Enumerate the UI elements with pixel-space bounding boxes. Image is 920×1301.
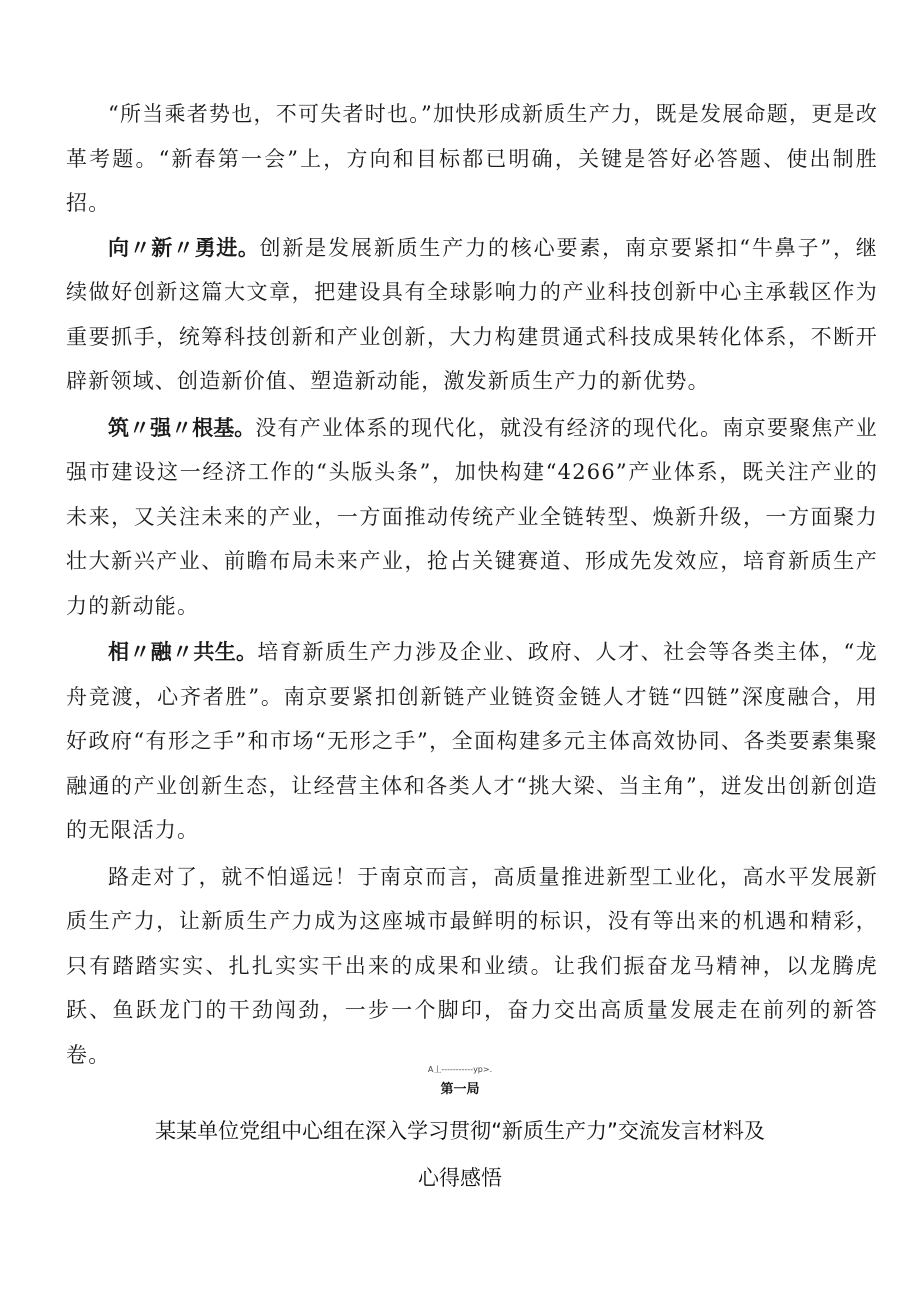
paragraph-integration	[66, 630, 878, 853]
paragraph-lead: 向〃新〃勇进。	[108, 235, 260, 260]
paragraph-text: 没有产业体系的现代化，就没有经济的现代化。南京要聚焦产业强市建设这一经济工作的“头版头条”，加快构建“4266”产业体系，既关注产业的未来，又关注未来的产业，一方面推动传统产业全链转型、焕新升级，一方面聚力壮大新兴产业、前瞻布局未来产业，抢占关键赛道、形成先发效应，培育新质生产力的新动能。	[66, 415, 878, 618]
paragraph-text: 路走对了，就不怕遥远！于南京而言，高质量推进新型工业化，高水平发展新质生产力，让新质生产力成为这座城市最鲜明的标识，没有等出来的机遇和精彩，只有踏踏实实、扎扎实实干出来的成果和业绩。让我们振奋龙马精神，以龙腾虎跃、鱼跃龙门的干劲闯劲，一步一个脚印，奋力交出高质量发展走在前列的新答卷。	[66, 864, 878, 1067]
paragraph-lead: 筑〃强〃根基。	[108, 415, 256, 440]
paragraph-lead: 相〃融〃共生。	[108, 640, 258, 664]
section-divider: A丄-----------yp>.	[427, 1065, 493, 1074]
paragraph-intro	[66, 92, 878, 226]
paragraph-innovation	[66, 226, 878, 404]
section-label: 第一局	[440, 1082, 480, 1097]
paragraph-text: 创新是发展新质生产力的核心要素，南京要紧扣“牛鼻子”，继续做好创新这篇大文章，把建设具有全球影响力的产业科技创新中心主承载区作为重要抓手，统筹科技创新和产业创新，大力构建贯通式科技成果转化体系，不断开辟新领域、创造新价值、塑造新动能，激发新质生产力的新优势。	[66, 235, 878, 393]
paragraph-text: 培育新质生产力涉及企业、政府、人才、社会等各类主体，“龙舟竞渡，心齐者胜”。南京要紧扣创新链产业链资金链人才链“四链”深度融合，用好政府“有形之手”和市场“无形之手”，全面构建多元主体高效协同、各类要素集聚融通的产业创新生态，让经营主体和各类人才“挑大梁、当主角”，迸发出创新创造的无限活力。	[66, 640, 878, 842]
document-title: 某某单位党组中心组在深入学习贯彻“新质生产力”交流发言材料及心得感悟	[155, 1119, 765, 1190]
paragraph-text: “所当乘者势也，不可失者时也。”加快形成新质生产力，既是发展命题，更是改革考题。“新春第一会”上，方向和目标都已明确，关键是答好必答题、使出制胜招。	[66, 102, 878, 215]
document-body	[66, 92, 878, 1079]
paragraph-conclusion	[66, 855, 878, 1078]
paragraph-foundation	[66, 406, 878, 629]
